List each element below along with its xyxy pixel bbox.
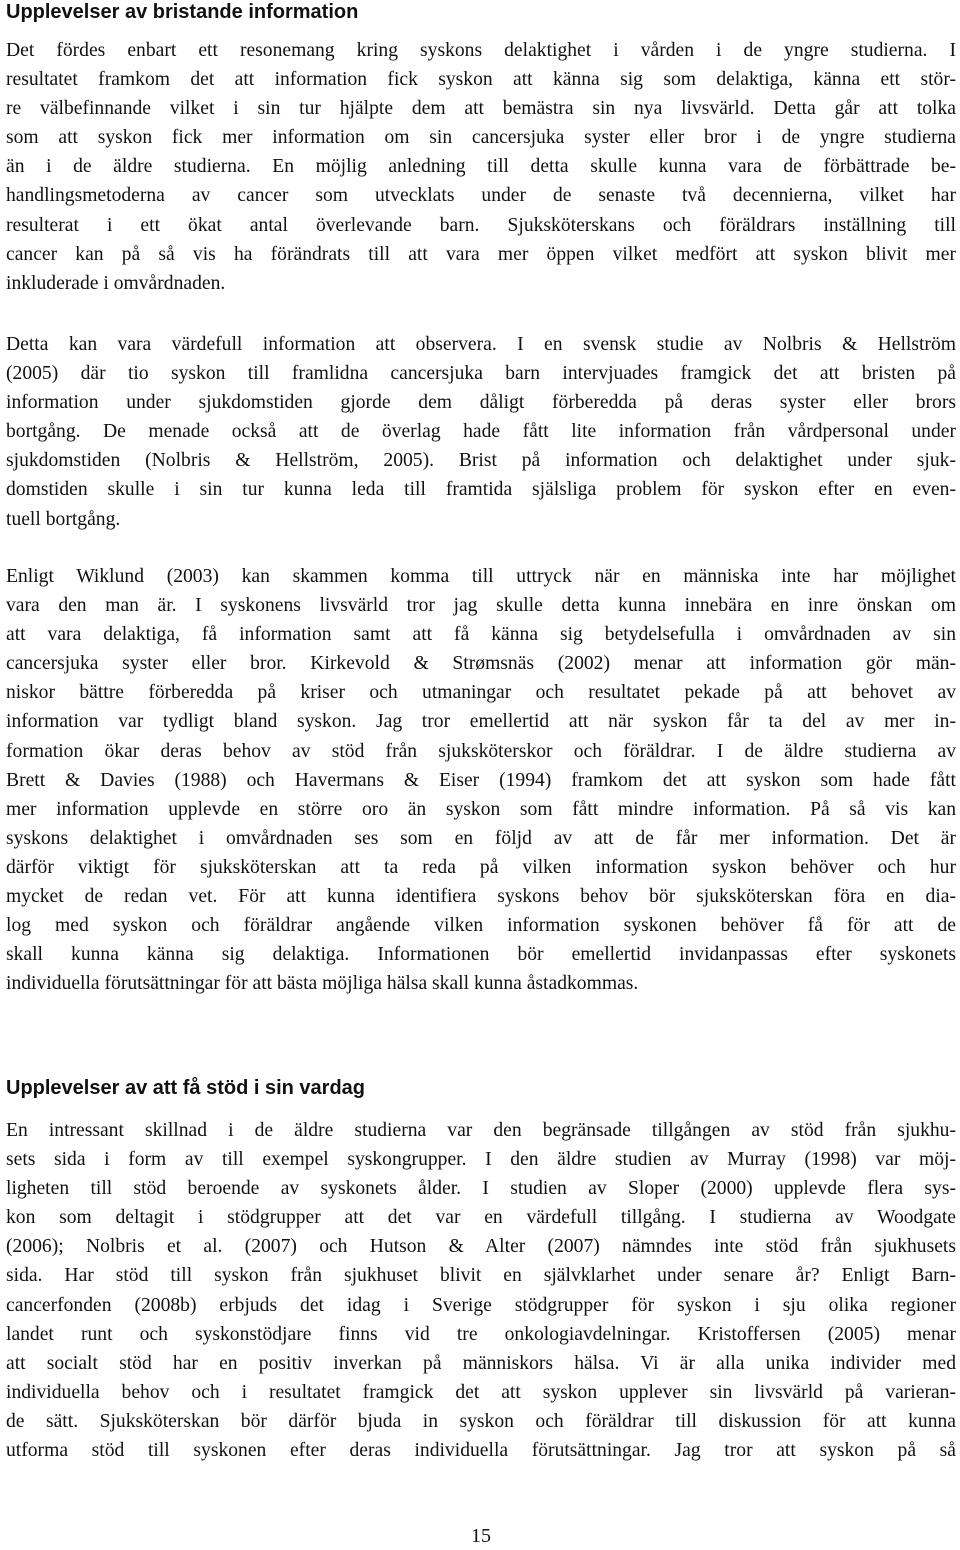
text-line: handlingsmetoderna av cancer som utvecklats under de senaste två decennierna, vilket har bbox=[6, 185, 956, 207]
section-heading: Upplevelser av bristande information bbox=[6, 1, 359, 23]
text-line: utforma stöd till syskonen efter deras individuella förutsättningar. Jag tror att syskon på så bbox=[6, 1440, 956, 1462]
text-line: information under sjukdomstiden gjorde dem dåligt förberedda på deras syster eller brors bbox=[6, 392, 956, 414]
text-line: information var tydligt bland syskon. Jag tror emellertid att när syskon får ta del av mer in- bbox=[6, 711, 956, 733]
text-line: Detta kan vara värdefull information att observera. I en svensk studie av Nolbris & Hellström bbox=[6, 334, 956, 355]
text-line: domstiden skulle i sin tur kunna leda till framtida själsliga problem för syskon efter en even- bbox=[6, 479, 956, 501]
text-line: re välbefinnande vilket i sin tur hjälpte dem att bemästra sin nya livsvärld. Detta går att tolka bbox=[6, 98, 956, 120]
text-line: ligheten till stöd beroende av syskonets ålder. I studien av Sloper (2000) upplevde flera sys- bbox=[6, 1178, 956, 1200]
text-line: därför viktigt för sjuksköterskan att ta reda på vilken information syskon behöver och hur bbox=[6, 856, 956, 878]
text-line: inkluderade i omvårdnaden. bbox=[6, 272, 226, 294]
text-line: (2006); Nolbris et al. (2007) och Hutson & Alter (2007) nämndes inte stöd från sjukhusets bbox=[6, 1236, 956, 1258]
text-line: sjukdomstiden (Nolbris & Hellström, 2005). Brist på information och delaktighet under sjuk- bbox=[6, 450, 956, 472]
paragraph bbox=[6, 562, 956, 998]
text-line: sets sida i form av till exempel syskongrupper. I den äldre studien av Murray (1998) var möj- bbox=[6, 1149, 956, 1171]
text-line: cancersjuka syster eller bror. Kirkevold & Strømsnäs (2002) menar att information gör män- bbox=[6, 653, 956, 675]
text-line: bortgång. De menade också att de överlag hade fått lite information från vårdpersonal under bbox=[6, 421, 956, 443]
text-line: mycket de redan vet. För att kunna identifiera syskons behov bör sjuksköterskan föra en dia- bbox=[6, 886, 956, 908]
text-line: Brett & Davies (1988) och Havermans & Eiser (1994) framkom det att syskon som hade fått bbox=[6, 769, 956, 791]
page-number: 15 bbox=[471, 1525, 491, 1547]
text-line: (2005) där tio syskon till framlidna cancersjuka barn intervjuades framgick det att bristen på bbox=[6, 363, 956, 385]
text-line: resultatet framkom det att information fick syskon att känna sig som delaktiga, känna ett stör- bbox=[6, 69, 956, 91]
paragraph bbox=[6, 330, 956, 534]
text-line: Enligt Wiklund (2003) kan skammen komma till uttryck när en människa inte har möjlighet bbox=[6, 566, 956, 587]
text-line: landet runt och syskonstödjare finns vid tre onkologiavdelningar. Kristoffersen (2005) menar bbox=[6, 1323, 956, 1345]
text-line: cancerfonden (2008b) erbjuds det idag i Sverige stödgrupper för syskon i sju olika regioner bbox=[6, 1294, 956, 1316]
text-line: Det fördes enbart ett resonemang kring syskons delaktighet i vården i de yngre studierna. I bbox=[6, 40, 956, 61]
text-line: att vara delaktiga, få information samt att få känna sig betydelsefulla i omvårdnaden av sin bbox=[6, 624, 956, 646]
text-line: skall kunna känna sig delaktiga. Informationen bör emellertid invidanpassas efter syskonets bbox=[6, 944, 956, 966]
text-line: att socialt stöd har en positiv inverkan på människors hälsa. Vi är alla unika individer med bbox=[6, 1352, 956, 1374]
text-line: log med syskon och föräldrar angående vilken information syskonen behöver få för att de bbox=[6, 915, 956, 937]
text-line: sida. Har stöd till syskon från sjukhuset blivit en självklarhet under senare år? Enligt Barn- bbox=[6, 1265, 956, 1287]
text-line: de sätt. Sjuksköterskan bör därför bjuda in syskon och föräldrar till diskussion för att kunna bbox=[6, 1410, 956, 1432]
text-line: som att syskon fick mer information om sin cancersjuka syster eller bror i de yngre studierna bbox=[6, 127, 956, 149]
paragraph bbox=[6, 1116, 956, 1465]
text-line: syskons delaktighet i omvårdnaden ses som en följd av att de får mer information. Det är bbox=[6, 827, 956, 849]
section-heading: Upplevelser av att få stöd i sin vardag bbox=[6, 1077, 366, 1099]
text-line: individuella förutsättningar för att bästa möjliga hälsa skall kunna åstadkommas. bbox=[6, 973, 639, 995]
text-line: individuella behov och i resultatet framgick det att syskon upplever sin livsvärld på varieran- bbox=[6, 1381, 956, 1403]
document-page bbox=[6, 0, 956, 1550]
text-line: resulterat i ett ökat antal överlevande barn. Sjuksköterskans och föräldrars inställning till bbox=[6, 214, 956, 236]
text-line: kon som deltagit i stödgrupper att det var en värdefull tillgång. I studierna av Woodgate bbox=[6, 1207, 956, 1229]
text-line: cancer kan på så vis ha förändrats till att vara mer öppen vilket medfört att syskon blivit mer bbox=[6, 243, 956, 265]
text-line: niskor bättre förberedda på kriser och utmaningar och resultatet pekade på att behovet av bbox=[6, 682, 956, 704]
text-line: vara den man är. I syskonens livsvärld tror jag skulle detta kunna innebära en inre önskan om bbox=[6, 595, 956, 617]
text-line: tuell bortgång. bbox=[6, 508, 121, 530]
text-line: formation ökar deras behov av stöd från sjuksköterskor och föräldrar. I de äldre studierna av bbox=[6, 740, 956, 762]
text-line: än i de äldre studierna. En möjlig anledning till detta skulle kunna vara de förbättrade be- bbox=[6, 156, 956, 178]
text-line: En intressant skillnad i de äldre studierna var den begränsade tillgången av stöd från sjukhu- bbox=[6, 1120, 956, 1141]
paragraph bbox=[6, 36, 956, 298]
text-line: mer information upplevde en större oro än syskon som fått mindre information. På så vis kan bbox=[6, 798, 956, 820]
